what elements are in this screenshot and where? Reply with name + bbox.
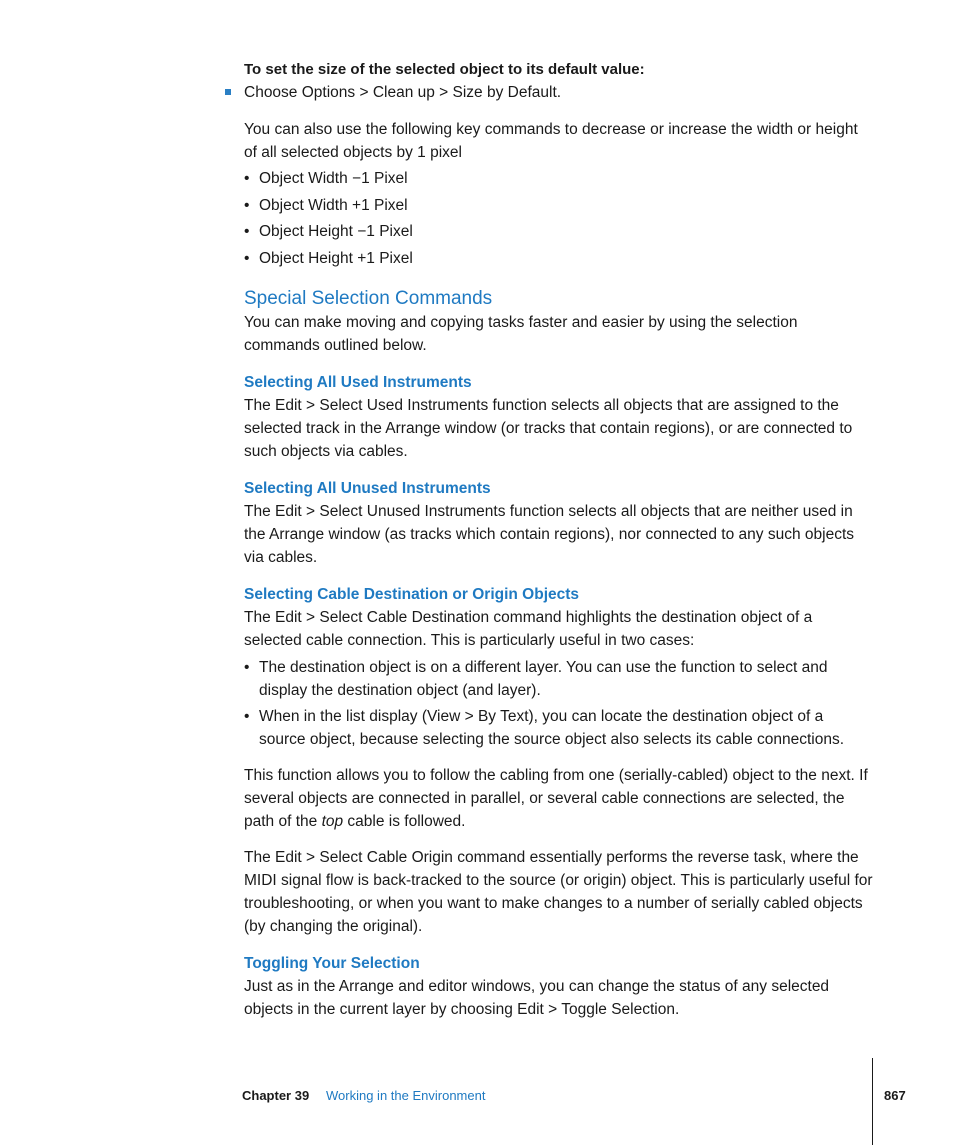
subsection-title-toggle: Toggling Your Selection [244, 954, 420, 972]
page-content [244, 58, 874, 1021]
section-intro: You can make moving and copying tasks faster and easier by using the selection commands outlined below. [244, 313, 798, 354]
footer-chapter: Chapter 39 [242, 1088, 310, 1103]
bullet-icon: • [244, 223, 250, 240]
toggle-text: Just as in the Arrange and editor windows, you can change the status of any selected objects in the current layer by choosing Edit > Toggle Selection. [244, 977, 830, 1018]
task-title: To set the size of the selected object to its default value: [244, 61, 645, 78]
list-item: • When in the list display (View > By Text), you can locate the destination object of a source object, because selecting the source object also selects its cable connections. [244, 705, 874, 751]
follow-text: This function allows you to follow the cabling from one (serially-cabled) object to the next. If several objects are connected in parallel, or several cable connections are selected, the path of the top cable is followed. [244, 766, 868, 830]
key-commands-intro: You can also use the following key commands to decrease or increase the width or height of all selected objects by 1 pixel [244, 121, 858, 161]
cable-text: The Edit > Select Cable Destination command highlights the destination object of a selected cable connection. This is particularly useful in two cases: [244, 608, 813, 649]
key-commands-list [244, 167, 874, 270]
cable-cases-list [244, 656, 874, 751]
bullet-icon: • [244, 658, 250, 676]
list-item: • Object Width +1 Pixel [244, 194, 874, 217]
footer-chapter-title[interactable]: Working in the Environment [326, 1088, 486, 1103]
unused-text: The Edit > Select Unused Instruments function selects all objects that are neither used in the Arrange window (as tracks which contain regions), nor connected to any such objects via cables. [244, 502, 854, 566]
list-item: • Object Height +1 Pixel [244, 247, 874, 270]
bullet-icon: • [244, 249, 250, 267]
section-title: Special Selection Commands [244, 287, 493, 309]
origin-text: The Edit > Select Cable Origin command essentially performs the reverse task, where the MIDI signal flow is back-tracked to the source (or origin) object. This is particularly useful for troubleshooting, or when you want to make changes to a number of serially cabled objects (by changing the original). [244, 848, 873, 935]
subsection-title-cable: Selecting Cable Destination or Origin Objects [244, 585, 580, 603]
bullet-icon: • [244, 196, 250, 214]
square-bullet-icon [225, 89, 231, 95]
list-item: • Object Width −1 Pixel [244, 167, 874, 190]
page-number: 867 [884, 1088, 906, 1103]
task-step: Choose Options > Clean up > Size by Default. [244, 81, 874, 104]
bullet-icon: • [244, 707, 250, 725]
list-item: • Object Height −1 Pixel [244, 220, 874, 243]
used-text: The Edit > Select Used Instruments function selects all objects that are assigned to the selected track in the Arrange window (or tracks that contain regions), or are connected to such objects via cables. [244, 396, 853, 460]
bullet-icon: • [244, 170, 250, 187]
subsection-title-unused: Selecting All Unused Instruments [244, 479, 491, 497]
subsection-title-used: Selecting All Used Instruments [244, 373, 472, 391]
footer-divider [872, 1058, 873, 1145]
list-item: • The destination object is on a different layer. You can use the function to select and display the destination object (and layer). [244, 656, 874, 702]
emphasis-top: top [321, 812, 344, 830]
task-steps [244, 81, 874, 104]
